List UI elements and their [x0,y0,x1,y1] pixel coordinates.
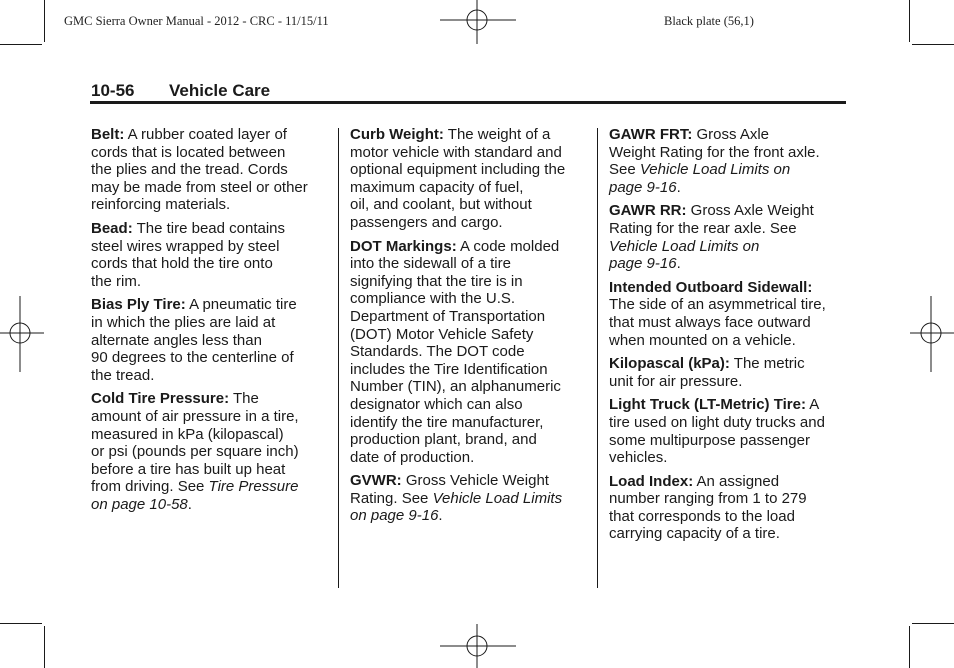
registration-mark-bottom-icon [440,624,516,668]
line-text: alternate angles less than [91,331,262,349]
text-line [350,490,590,508]
glossary-entry [91,220,331,290]
line-text: that corresponds to the load [609,507,795,525]
line-text: production plant, brand, and [350,431,537,449]
text-line [91,443,331,461]
text-line [350,238,590,256]
cross-reference: Vehicle Load Limits on [609,237,760,255]
line-text: passengers and cargo. [350,213,503,231]
crop-mark-top-left-v [44,0,45,42]
line-text: unit for air pressure. [609,372,743,390]
line-text: reinforcing materials. [91,196,231,214]
glossary-term: Bias Ply Tire [91,296,181,314]
text-column-2 [350,126,590,531]
term-colon: : [119,126,125,143]
line-text: includes the Tire Identification [350,360,548,378]
line-text: signifying that the tire is in [350,272,523,290]
text-line [609,202,849,220]
text-line [350,472,590,490]
column-divider [597,128,598,588]
text-line [609,473,849,491]
text-line [91,196,331,214]
line-text: into the sidewall of a tire [350,255,511,273]
line-text: before a tire has built up heat [91,460,286,478]
text-line [609,490,849,508]
line-text: designator which can also [350,395,523,413]
term-colon: : [681,202,687,220]
text-line [91,349,331,367]
glossary-term: GAWR FRT [609,126,688,143]
line-text: A [805,396,820,414]
glossary-term: Light Truck (LT-Metric) Tire [609,396,801,414]
cross-reference: page 9-16 [609,255,677,273]
text-line [350,290,590,308]
text-line [350,449,590,467]
glossary-entry [609,126,849,196]
text-line [91,296,331,314]
text-line [609,396,849,414]
text-line [609,432,849,450]
text-line [609,332,849,350]
line-text: . [438,507,443,525]
line-text: . [676,255,681,273]
cross-reference: on page 10-58 [91,495,188,513]
line-text: motor vehicle with standard and [350,143,562,161]
line-text: oil, and coolant, but without [350,196,532,214]
line-text: carrying capacity of a tire. [609,525,780,543]
text-line [91,126,331,144]
line-text: maximum capacity of fuel, [350,178,524,196]
term-colon: : [438,126,444,143]
text-line [609,296,849,314]
line-text: The tire bead contains [132,219,286,237]
text-line [91,332,331,350]
text-line [91,390,331,408]
text-line [91,367,331,385]
text-line [350,431,590,449]
text-line [609,414,849,432]
text-line [609,238,849,256]
term-colon: : [687,126,693,143]
line-text: vehicles. [609,449,668,467]
text-line [350,255,590,273]
cross-reference: Vehicle Load Limits on [639,161,791,179]
glossary-entry [609,202,849,272]
text-line [350,273,590,291]
text-line [609,126,849,144]
glossary-entry [91,390,331,513]
line-text: some multipurpose passenger [609,431,810,449]
line-text: Rating for the rear axle. See [609,219,797,237]
text-line [350,507,590,525]
line-text: identify the tire manufacturer, [350,413,544,431]
cross-reference: page 9-16 [609,178,677,196]
glossary-term: Curb Weight [350,126,439,143]
text-line [350,126,590,144]
line-text: when mounted on a vehicle. [609,331,796,349]
text-line [91,238,331,256]
glossary-entry [91,126,331,214]
line-text: from driving. See [91,478,209,496]
line-text: The metric [729,355,805,373]
line-text: A code molded [456,237,560,255]
line-text: A rubber coated layer of [124,126,287,143]
cross-reference: Tire Pressure [208,478,299,496]
glossary-term: DOT Markings [350,237,452,255]
cross-reference: Vehicle Load Limits [432,489,563,507]
line-text: See [609,161,640,179]
crop-mark-bottom-left-v [44,626,45,668]
text-line [350,196,590,214]
line-text: 90 degrees to the centerline of [91,349,294,367]
text-line [350,378,590,396]
line-text: the rim. [91,272,142,290]
crop-mark-top-left-h [0,44,42,45]
term-colon: : [396,472,402,490]
text-line [350,308,590,326]
text-line [609,355,849,373]
glossary-term: Bead [91,219,128,237]
glossary-entry [350,238,590,467]
line-text: date of production. [350,448,475,466]
text-line [350,326,590,344]
glossary-entry [350,126,590,232]
line-text: Gross Axle [692,126,770,143]
crop-mark-top-right-h [912,44,954,45]
text-line [91,220,331,238]
line-text: cords that hold the tire onto [91,255,273,273]
text-line [350,414,590,432]
column-divider [338,128,339,588]
line-text: Department of Transportation [350,307,546,325]
section-title: Vehicle Care [169,81,271,100]
glossary-entry [609,279,849,349]
term-colon: : [180,296,186,314]
text-line [91,461,331,479]
text-line [350,179,590,197]
line-text: Gross Axle Weight [686,202,814,220]
text-line [350,144,590,162]
line-text: the tread. [91,366,155,384]
glossary-entry [609,473,849,543]
text-line [350,396,590,414]
crop-mark-bottom-right-v [909,626,910,668]
term-colon: : [224,390,230,408]
line-text: A pneumatic tire [185,296,297,314]
term-colon: : [724,355,730,373]
line-text: The weight of a [443,126,551,143]
term-colon: : [451,237,457,255]
text-line [609,161,849,179]
line-text: that must always face outward [609,313,811,331]
line-text: may be made from steel or other [91,178,308,196]
text-line [609,373,849,391]
crop-mark-top-right-v [909,0,910,42]
line-text: steel wires wrapped by steel [91,237,280,255]
crop-mark-bottom-left-h [0,623,42,624]
title-rule [90,101,846,104]
text-line [350,361,590,379]
text-line [91,273,331,291]
term-colon: : [127,219,133,237]
cross-reference: on page 9-16 [350,507,439,525]
line-text: Weight Rating for the front axle. [609,143,820,161]
line-text: cords that is located between [91,143,286,161]
line-text: amount of air pressure in a tire, [91,407,299,425]
glossary-term: Cold Tire Pressure [91,390,225,408]
line-text: Gross Vehicle Weight [401,472,549,490]
glossary-entry [609,355,849,390]
line-text: . [187,495,192,513]
text-line [609,144,849,162]
glossary-entry [609,396,849,466]
text-line [609,525,849,543]
line-text: or psi (pounds per square inch) [91,443,299,461]
text-line [91,161,331,179]
line-text: optional equipment including the [350,161,566,179]
line-text: in which the plies are laid at [91,313,276,331]
text-line [609,255,849,273]
text-line [350,343,590,361]
text-line [91,144,331,162]
text-line [91,179,331,197]
text-line [91,408,331,426]
line-text: Standards. The DOT code [350,343,525,361]
text-line [609,179,849,197]
line-text: Number (TIN), an alphanumeric [350,378,561,396]
text-column-1 [91,126,331,519]
text-line [350,214,590,232]
glossary-term: GAWR RR [609,202,682,220]
registration-mark-left-icon [0,296,44,372]
line-text: tire used on light duty trucks and [609,413,825,431]
registration-mark-right-icon [910,296,954,372]
text-line [609,314,849,332]
glossary-entry [350,472,590,525]
line-text: An assigned [693,472,780,490]
line-text: the plies and the tread. Cords [91,161,288,179]
crop-mark-bottom-right-h [912,623,954,624]
text-line [91,314,331,332]
glossary-term: Kilopascal (kPa) [609,355,725,373]
glossary-entry [91,296,331,384]
text-line [609,220,849,238]
line-text: The [229,390,259,408]
text-column-3 [609,126,849,549]
line-text: (DOT) Motor Vehicle Safety [350,325,534,343]
print-header-plate: Black plate (56,1) [664,14,754,28]
page-number: 10-56 [91,81,135,100]
print-header-title: GMC Sierra Owner Manual - 2012 - CRC - 11/15/11 [64,14,329,28]
registration-mark-top-icon [440,0,516,44]
text-line [91,478,331,496]
line-text: compliance with the U.S. [350,290,516,308]
text-line [350,161,590,179]
line-text: Rating. See [350,489,433,507]
line-text: measured in kPa (kilopascal) [91,425,284,443]
term-colon: : [807,278,813,296]
line-text: . [676,178,681,196]
glossary-term: Belt [91,126,120,143]
term-colon: : [800,396,806,414]
glossary-term: Load Index [609,472,689,490]
glossary-term: Intended Outboard Sidewall [609,278,808,296]
text-line [91,496,331,514]
glossary-term: GVWR [350,472,397,490]
text-line [91,255,331,273]
text-line [609,508,849,526]
text-line [609,279,849,297]
text-line [91,426,331,444]
text-line [609,449,849,467]
page-title [91,81,270,101]
line-text: number ranging from 1 to 279 [609,490,807,508]
term-colon: : [688,472,694,490]
line-text: The side of an asymmetrical tire, [609,296,826,314]
